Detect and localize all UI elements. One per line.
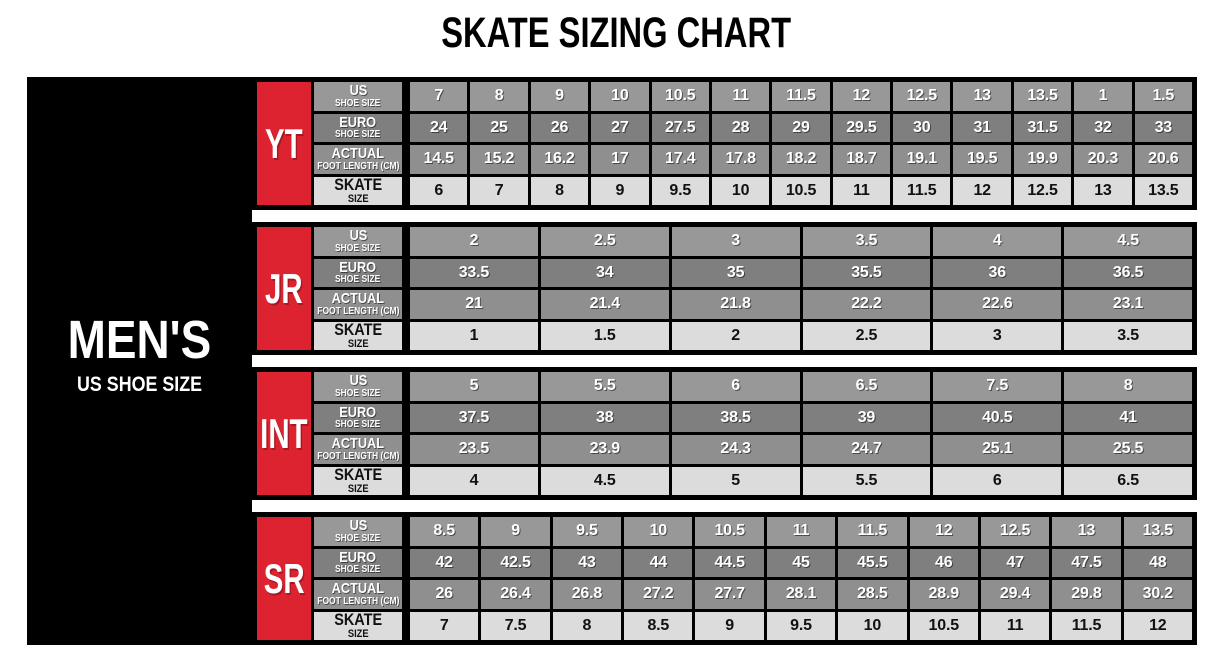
cell-us: 13 xyxy=(953,82,1010,111)
cell-euro: 37.5 xyxy=(410,404,538,433)
cell-euro: 26 xyxy=(531,114,588,143)
cell-actual: 17.4 xyxy=(652,145,709,174)
row-header-line2: SIZE xyxy=(347,482,369,495)
cell-euro: 48 xyxy=(1124,549,1192,578)
size-sections xyxy=(252,77,1197,645)
cell-us: 4 xyxy=(933,227,1061,256)
row-header-line2: SHOE SIZE xyxy=(335,419,381,431)
cell-actual: 23.1 xyxy=(1064,290,1192,319)
row-header-line2: SHOE SIZE xyxy=(335,274,381,286)
page-title xyxy=(0,10,1232,57)
cell-actual: 28.5 xyxy=(838,580,906,609)
row-header-line1: SKATE xyxy=(334,611,382,630)
cell-actual: 21.8 xyxy=(672,290,800,319)
row-header-line1: ACTUAL xyxy=(331,435,385,453)
cell-us: 9 xyxy=(531,82,588,111)
cell-us: 8.5 xyxy=(410,517,478,546)
size-section-yt xyxy=(252,77,1197,210)
cell-skate: 4.5 xyxy=(541,467,669,496)
cell-skate: 6.5 xyxy=(1064,467,1192,496)
size-section-int xyxy=(252,367,1197,500)
sizing-board xyxy=(27,77,1197,645)
cell-actual: 29.8 xyxy=(1052,580,1120,609)
cell-skate: 8 xyxy=(531,177,588,206)
cell-actual: 19.1 xyxy=(893,145,950,174)
cell-euro: 29.5 xyxy=(833,114,890,143)
cell-us: 6 xyxy=(672,372,800,401)
cell-us: 1 xyxy=(1074,82,1131,111)
cell-skate: 2 xyxy=(672,322,800,351)
cell-euro: 46 xyxy=(910,549,978,578)
row-header-actual xyxy=(314,580,407,609)
row-header-euro xyxy=(314,114,407,143)
cell-skate: 9 xyxy=(695,612,763,641)
cell-actual: 14.5 xyxy=(410,145,467,174)
cell-us: 5 xyxy=(410,372,538,401)
cell-skate: 10 xyxy=(712,177,769,206)
row-header-line2: SIZE xyxy=(347,192,369,205)
row-header-line2: SIZE xyxy=(347,627,369,640)
cell-euro: 38.5 xyxy=(672,404,800,433)
cell-actual: 26.4 xyxy=(481,580,549,609)
row-header-line1: EURO xyxy=(339,403,377,421)
cell-skate: 11.5 xyxy=(893,177,950,206)
cell-skate: 8.5 xyxy=(624,612,692,641)
cell-actual: 17.8 xyxy=(712,145,769,174)
cell-euro: 42 xyxy=(410,549,478,578)
cell-euro: 35 xyxy=(672,259,800,288)
cell-us: 1.5 xyxy=(1135,82,1192,111)
cell-actual: 30.2 xyxy=(1124,580,1192,609)
cell-skate: 11 xyxy=(833,177,890,206)
section-label-jr xyxy=(257,227,311,350)
cell-us: 10 xyxy=(591,82,648,111)
cell-euro: 31.5 xyxy=(1014,114,1071,143)
cell-euro: 44.5 xyxy=(695,549,763,578)
row-header-line1: SKATE xyxy=(334,321,382,340)
size-section-sr xyxy=(252,512,1197,645)
cell-actual: 15.2 xyxy=(470,145,527,174)
cell-euro: 45 xyxy=(767,549,835,578)
cell-euro: 45.5 xyxy=(838,549,906,578)
cell-actual: 28.9 xyxy=(910,580,978,609)
cell-us: 6.5 xyxy=(803,372,931,401)
row-header-line1: ACTUAL xyxy=(331,145,385,163)
row-header-line1: SKATE xyxy=(334,176,382,195)
cell-us: 11.5 xyxy=(772,82,829,111)
row-header-line1: US xyxy=(349,82,367,100)
cell-skate: 9.5 xyxy=(652,177,709,206)
cell-skate: 8 xyxy=(553,612,621,641)
cell-us: 5.5 xyxy=(541,372,669,401)
row-header-line1: SKATE xyxy=(334,466,382,485)
cell-us: 2 xyxy=(410,227,538,256)
cell-us: 13.5 xyxy=(1014,82,1071,111)
cell-skate: 1 xyxy=(410,322,538,351)
cell-actual: 20.6 xyxy=(1135,145,1192,174)
cell-actual: 26.8 xyxy=(553,580,621,609)
cell-euro: 33 xyxy=(1135,114,1192,143)
cell-actual: 22.2 xyxy=(803,290,931,319)
cell-actual: 20.3 xyxy=(1074,145,1131,174)
cell-actual: 19.9 xyxy=(1014,145,1071,174)
cell-actual: 22.6 xyxy=(933,290,1061,319)
row-header-line2: SIZE xyxy=(347,337,369,350)
cell-us: 10 xyxy=(624,517,692,546)
cell-us: 11.5 xyxy=(838,517,906,546)
cell-euro: 27 xyxy=(591,114,648,143)
cell-euro: 43 xyxy=(553,549,621,578)
cell-skate: 1.5 xyxy=(541,322,669,351)
cell-us: 3.5 xyxy=(803,227,931,256)
cell-skate: 4 xyxy=(410,467,538,496)
cell-skate: 2.5 xyxy=(803,322,931,351)
cell-us: 9.5 xyxy=(553,517,621,546)
row-header-line2: SHOE SIZE xyxy=(335,564,381,576)
row-header-line1: ACTUAL xyxy=(331,290,385,308)
row-header-skate xyxy=(314,612,407,641)
cell-euro: 24 xyxy=(410,114,467,143)
row-header-line1: US xyxy=(349,517,367,535)
row-header-line2: FOOT LENGTH (CM) xyxy=(316,595,400,607)
cell-skate: 10.5 xyxy=(772,177,829,206)
cell-skate: 5 xyxy=(672,467,800,496)
cell-actual: 26 xyxy=(410,580,478,609)
page-title-text: SKATE SIZING CHART xyxy=(441,9,791,57)
cell-us: 4.5 xyxy=(1064,227,1192,256)
row-header-line2: SHOE SIZE xyxy=(335,97,381,109)
cell-euro: 40.5 xyxy=(933,404,1061,433)
cell-skate: 13.5 xyxy=(1135,177,1192,206)
cell-actual: 24.7 xyxy=(803,435,931,464)
row-header-line1: EURO xyxy=(339,548,377,566)
cell-us: 11 xyxy=(712,82,769,111)
cell-skate: 9.5 xyxy=(767,612,835,641)
row-header-line1: US xyxy=(349,372,367,390)
cell-actual: 28.1 xyxy=(767,580,835,609)
cell-skate: 10.5 xyxy=(910,612,978,641)
section-label-text: SR xyxy=(263,554,305,602)
row-header-euro xyxy=(314,404,407,433)
cell-us: 7 xyxy=(410,82,467,111)
cell-actual: 23.5 xyxy=(410,435,538,464)
row-header-us xyxy=(314,517,407,546)
cell-euro: 47 xyxy=(981,549,1049,578)
section-label-yt xyxy=(257,82,311,205)
cell-us: 12 xyxy=(833,82,890,111)
cell-skate: 12 xyxy=(953,177,1010,206)
cell-skate: 7 xyxy=(470,177,527,206)
side-panel xyxy=(27,77,252,645)
cell-euro: 36 xyxy=(933,259,1061,288)
cell-skate: 6 xyxy=(410,177,467,206)
row-header-euro xyxy=(314,259,407,288)
side-panel-subtitle xyxy=(66,374,213,395)
cell-us: 10.5 xyxy=(652,82,709,111)
section-label-text: JR xyxy=(265,264,303,312)
side-panel-title xyxy=(55,310,224,370)
side-panel-subtitle-text: US SHOE SIZE xyxy=(77,373,202,396)
cell-us: 8 xyxy=(1064,372,1192,401)
cell-euro: 39 xyxy=(803,404,931,433)
row-header-us xyxy=(314,372,407,401)
cell-actual: 21 xyxy=(410,290,538,319)
row-header-line2: SHOE SIZE xyxy=(335,129,381,141)
cell-actual: 27.2 xyxy=(624,580,692,609)
cell-euro: 47.5 xyxy=(1052,549,1120,578)
row-header-line2: FOOT LENGTH (CM) xyxy=(316,160,400,172)
row-header-actual xyxy=(314,435,407,464)
row-header-line2: SHOE SIZE xyxy=(335,532,381,544)
section-label-int xyxy=(257,372,311,495)
cell-skate: 7 xyxy=(410,612,478,641)
cell-actual: 29.4 xyxy=(981,580,1049,609)
cell-actual: 25.5 xyxy=(1064,435,1192,464)
cell-skate: 11 xyxy=(981,612,1049,641)
cell-skate: 12 xyxy=(1124,612,1192,641)
cell-skate: 3 xyxy=(933,322,1061,351)
cell-euro: 41 xyxy=(1064,404,1192,433)
cell-us: 3 xyxy=(672,227,800,256)
cell-us: 11 xyxy=(767,517,835,546)
cell-us: 13 xyxy=(1052,517,1120,546)
cell-skate: 9 xyxy=(591,177,648,206)
cell-us: 7.5 xyxy=(933,372,1061,401)
cell-skate: 6 xyxy=(933,467,1061,496)
row-header-line1: ACTUAL xyxy=(331,580,385,598)
cell-skate: 10 xyxy=(838,612,906,641)
cell-actual: 21.4 xyxy=(541,290,669,319)
row-header-actual xyxy=(314,290,407,319)
row-header-line2: FOOT LENGTH (CM) xyxy=(316,305,400,317)
cell-us: 2.5 xyxy=(541,227,669,256)
cell-actual: 27.7 xyxy=(695,580,763,609)
cell-skate: 3.5 xyxy=(1064,322,1192,351)
cell-us: 12 xyxy=(910,517,978,546)
cell-actual: 18.2 xyxy=(772,145,829,174)
row-header-actual xyxy=(314,145,407,174)
cell-euro: 34 xyxy=(541,259,669,288)
cell-euro: 29 xyxy=(772,114,829,143)
size-section-jr xyxy=(252,222,1197,355)
section-label-text: INT xyxy=(260,409,308,457)
cell-euro: 31 xyxy=(953,114,1010,143)
cell-skate: 11.5 xyxy=(1052,612,1120,641)
cell-us: 13.5 xyxy=(1124,517,1192,546)
cell-euro: 27.5 xyxy=(652,114,709,143)
cell-actual: 24.3 xyxy=(672,435,800,464)
cell-us: 12.5 xyxy=(893,82,950,111)
row-header-line2: SHOE SIZE xyxy=(335,242,381,254)
row-header-line1: US xyxy=(349,227,367,245)
cell-euro: 38 xyxy=(541,404,669,433)
cell-actual: 18.7 xyxy=(833,145,890,174)
cell-euro: 44 xyxy=(624,549,692,578)
row-header-line1: EURO xyxy=(339,258,377,276)
cell-skate: 12.5 xyxy=(1014,177,1071,206)
cell-skate: 7.5 xyxy=(481,612,549,641)
cell-us: 10.5 xyxy=(695,517,763,546)
row-header-skate xyxy=(314,177,407,206)
row-header-euro xyxy=(314,549,407,578)
row-header-us xyxy=(314,227,407,256)
cell-euro: 36.5 xyxy=(1064,259,1192,288)
cell-euro: 42.5 xyxy=(481,549,549,578)
cell-actual: 17 xyxy=(591,145,648,174)
cell-actual: 25.1 xyxy=(933,435,1061,464)
row-header-line1: EURO xyxy=(339,113,377,131)
cell-us: 8 xyxy=(470,82,527,111)
cell-euro: 32 xyxy=(1074,114,1131,143)
section-label-sr xyxy=(257,517,311,640)
side-panel-title-text: MEN'S xyxy=(67,310,212,370)
cell-us: 9 xyxy=(481,517,549,546)
cell-euro: 25 xyxy=(470,114,527,143)
row-header-line2: SHOE SIZE xyxy=(335,387,381,399)
cell-actual: 19.5 xyxy=(953,145,1010,174)
row-header-us xyxy=(314,82,407,111)
cell-skate: 5.5 xyxy=(803,467,931,496)
cell-euro: 35.5 xyxy=(803,259,931,288)
row-header-skate xyxy=(314,467,407,496)
cell-us: 12.5 xyxy=(981,517,1049,546)
row-header-skate xyxy=(314,322,407,351)
cell-actual: 16.2 xyxy=(531,145,588,174)
cell-euro: 28 xyxy=(712,114,769,143)
cell-actual: 23.9 xyxy=(541,435,669,464)
section-label-text: YT xyxy=(265,119,303,167)
cell-skate: 13 xyxy=(1074,177,1131,206)
cell-euro: 33.5 xyxy=(410,259,538,288)
cell-euro: 30 xyxy=(893,114,950,143)
row-header-line2: FOOT LENGTH (CM) xyxy=(316,450,400,462)
